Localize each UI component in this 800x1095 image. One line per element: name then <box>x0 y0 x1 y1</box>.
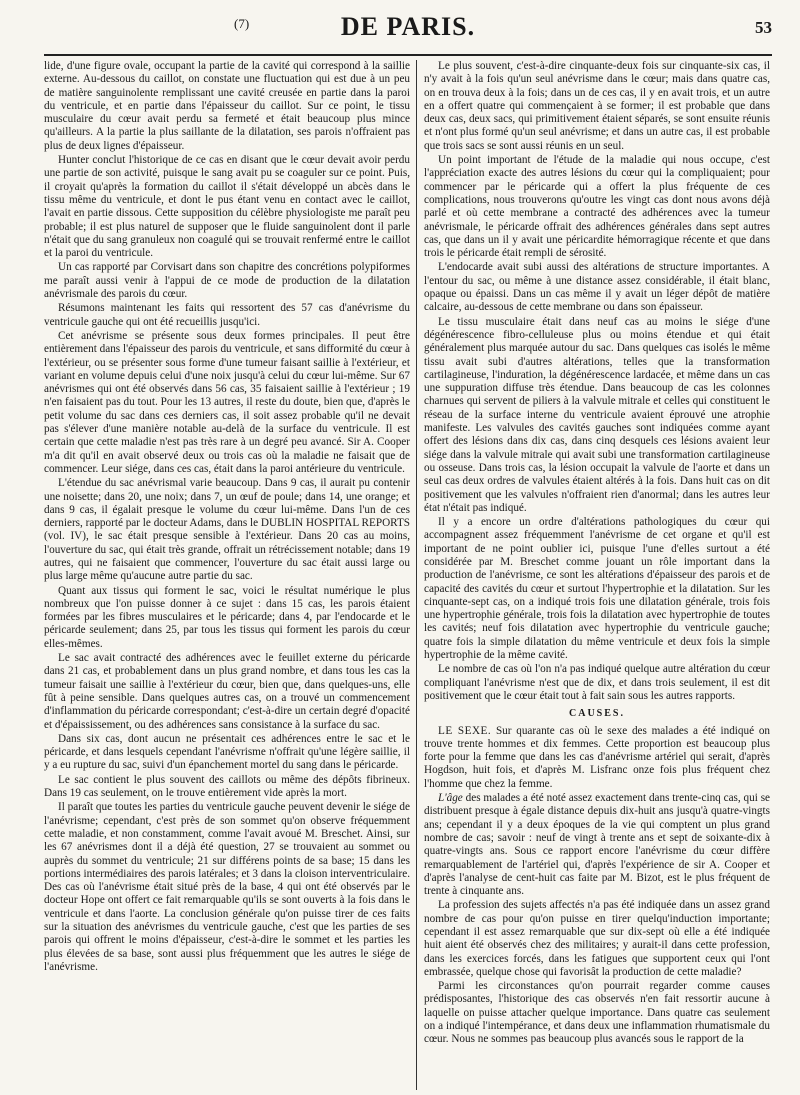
section-heading-causes: CAUSES. <box>569 708 625 720</box>
paragraph: Quant aux tissus qui forment le sac, voici le résultat numérique le plus nombreux que l'on puisse donner à ce sujet : dans 15 cas, les parois étaient formées par les fibres musculaires et le péricarde; dans 4, par l'endocarde et le péricarde seulement; dans 25, par tous les tissus qui forment les parois du cœur elles-mêmes. <box>44 584 410 650</box>
masthead-title: DE PARIS. <box>340 12 476 41</box>
header-rule <box>44 54 772 56</box>
left-column <box>44 60 410 1090</box>
paragraph-body: des malades a été noté assez exactement dans trente-cinq cas, qui se distribuent presque à égale distance depuis dix-huit ans jusqu'à quatre-vingts ans; cependant il y a deux époques de la vie qui comptent un plus grand nombre de cas; savoir : neuf de vingt à trente ans et sept de soixante-dix à quatre-vingts ans. Sous ce rapport encore l'anévrisme du cœur diffère remarquablement de l'artériel qui, d'après l'expérience de sir A. Cooper et d'après l'analyse de cent-huit cas faite par M. Bizot, est le plus fréquent de trente à cinquante ans. <box>424 792 770 898</box>
paragraph: Un cas rapporté par Corvisart dans son chapitre des concrétions polypiformes me paraît aussi venir à l'appui de ce mode de production de la dilatation anévrismale des parois du cœur. <box>44 261 410 301</box>
paragraph-sexe <box>424 725 770 791</box>
paragraph: Le tissu musculaire était dans neuf cas au moins le siége d'une dégénérescence fibro-celluleuse plus ou moins étendue et qui était généralement plus marquée autour du sac. Dans quelques cas isolés le même tissu avait subi d'autres altérations, telles que la transformation cartilagineuse, l'induration, la dégénérescence lardacée, et même dans un cas une suppuration diffuse très étendue. Dans beaucoup de cas les colonnes charnues qui servent de piliers à la valvule mitrale et celles qui constituent le réseau de la surface interne du ventricule avaient éprouvé une atrophie manifeste. Les valvules des cavités gauches sont indiquées comme ayant offert des lésions dans dix cas, dans cinq desquels ces lésions avaient leur siége dans la valvule mitrale qui avait subi une transformation cartilagineuse ou osseuse. Dans trois cas, la lésion occupait la valvule de l'aorte et dans un seul cas deux ordres de valvules étaient altérés à la fois. Dans huit cas on dit positivement que les valvules n'offraient rien d'anormal; dans les autres leur état n'était pas indiqué. <box>424 315 770 514</box>
paragraph: L'étendue du sac anévrismal varie beaucoup. Dans 9 cas, il aurait pu contenir une noisette; dans 20, une noix; dans 7, un œuf de poule; dans 14, une orange; et dans 9 cas, il égalait presque le volume du cœur lui-même. Dans l'un de ces derniers, rapporté par le docteur Adams, dans le DUBLIN HOSPITAL REPORTS (vol. IV), le sac était presque sensible à l'extérieur. Dans 20 cas au moins, l'ouverture du sac, qui était très grande, offrait un rétrécissement notable; dans 19 autres, qui ne faisaient que commencer, l'ouverture du sac était aussi large ou plus large même qu'aucune autre partie du sac. <box>44 477 410 583</box>
paragraph: Il y a encore un ordre d'altérations pathologiques du cœur qui accompagnent assez fréquemment l'anévrisme de cet organe et qu'il est important de ne point oublier ici, puisque l'une d'elles surtout a été considérée par M. Breschet comme jouant un rôle important dans la production de l'anévrisme, ce sont les altérations d'épaisseur des parois et de capacité des cavités du cœur et surtout l'hypertrophie et la dilatation. Sur les cinquante-sept cas, on a indiqué trois fois une dilatation générale, trois fois une hypertrophie générale, trois fois la dilatation avec hypertrophie de toutes les cavités; neuf fois dilatation avec hypertrophie du ventricule gauche; quatre fois la simple dilatation du même ventricule et deux fois la simple hypertrophie de la même cavité. <box>424 516 770 662</box>
paragraph: Parmi les circonstances qu'on pourrait regarder comme causes prédisposantes, l'historique des cas observés n'en fait ressortir aucune à laquelle on puisse attacher quelque importance. Dans quatre cas seulement on a indiqué l'intempérance, et dans deux une inflammation rhumatismale du cœur. Nous ne sommes pas beaucoup plus avancés sous le rapport de la <box>424 980 770 1046</box>
paragraph: Dans six cas, dont aucun ne présentait ces adhérences entre le sac et le péricarde, et dans lesquels cependant l'anévrisme n'offrait qu'une légère saillie, il y a eu rupture du sac, suivi d'un épanchement mortel du sang dans le péricarde. <box>44 732 410 772</box>
paragraph-lead: L'âge <box>438 792 463 805</box>
margin-mark: (7) <box>234 16 250 31</box>
paragraph-age <box>424 792 770 898</box>
paragraph: Le plus souvent, c'est-à-dire cinquante-deux fois sur cinquante-six cas, il n'y avait à la fois qu'un seul anévrisme dans le cœur; mais dans quatre cas, on en trouva deux à la fois; dans un de ces cas, il y en avait trois, et un autre en a offert quatre qui commençaient à se former; il est probable que dans deux cas, deux sacs, qui primitivement étaient séparés, se sont ensuite réunis et n'ont plus formé qu'un seul anévrisme; et dans un autre cas, il est probable que trois sacs se sont aussi réunis en un seul. <box>424 60 770 152</box>
paragraph: La profession des sujets affectés n'a pas été indiquée dans un assez grand nombre de cas pour qu'on puisse en tirer quelqu'induction importante; cependant il est assez remarquable que sur dix-sept où elle a été indiquée huit aient été observés chez des militaires; y aurait-il dans cette profession, dans les exercices forcés, dans les fatigues que supportent ceux qui l'ont embrassée, quelque chose qui favorisât la production de cette maladie? <box>424 899 770 978</box>
page-header <box>44 12 772 52</box>
paragraph: lide, d'une figure ovale, occupant la partie de la cavité qui correspond à la saillie externe. Au-dessous du caillot, on constate une fluctuation qui est due à un peu de matière sanguinolente remplissant une cavité creusée en partie dans la paroi du ventricule, et en partie dans l'épaisseur du caillot. Sur ce point, le tissu musculaire du cœur avait perdu sa fermeté et était beaucoup plus mince qu'ailleurs. A la partie la plus saillante de la dilatation, ses parois n'offraient pas plus de deux lignes d'épaisseur. <box>44 60 410 152</box>
paragraph: Cet anévrisme se présente sous deux formes principales. Il peut être entièrement dans l'épaisseur des parois du ventricule, et sans difformité du cœur à l'extérieur, ou se présenter sous forme d'une tumeur faisant saillie à l'extérieur, et variant en volume depuis celui d'une noix jusqu'à celui du cœur lui-même. Sur 67 anévrismes qui ont été observés dans 56 cas, 35 faisaient saillie à l'extérieur ; 19 n'en faisaient pas du tout. Pour les 13 autres, il reste du doute, bien que, d'après le petit volume du sac dans ces derniers cas, il soit assez probable qu'il ne devait pas s'élever d'une manière notable au-delà de la surface du ventricule. Il est certain que cette maladie n'est pas très rare à un degré peu avancé. Sir A. Cooper m'a dit qu'il en avait observé deux ou trois cas où la maladie ne faisait que de commencer. Leur siége, dans ces cas, était dans la paroi antérieure du ventricule. <box>44 329 410 475</box>
paragraph: Il paraît que toutes les parties du ventricule gauche peuvent devenir le siége de l'anévrisme; cependant, c'est près de son sommet qu'on observe fréquemment cette maladie, et non constamment, comme l'avait avoué M. Breschet. Ainsi, sur les 67 anévrismes dont il a déjà été question, 27 se trouvaient au sommet ou auprès du sommet du ventricule; 21 sur différens points de sa base; 15 dans les portions intermédiaires des parois latérales; et 3 dans la cloison interventriculaire. Des cas où l'anévrisme était situé près de la base, 4 qui ont été observés par le docteur Hope ont offert ce fait remarquable qu'ils se sont ouverts à la fois dans le ventricule et dans l'aorte. La conclusion générale qu'on puisse tirer de ces faits sur la situation des anévrismes du ventricule gauche, c'est que les parties de ses parois qui offrent le moins d'épaisseur, c'est-à-dire le sommet et les parties les plus élevées de sa base, sont aussi plus fréquemment que les autres le siége de l'anévrisme. <box>44 801 410 973</box>
right-column <box>424 60 770 1090</box>
page-number: 53 <box>755 18 772 37</box>
paragraph-body: Sur quarante cas où le sexe des malades a été indiqué on trouve trente hommes et dix femmes. Cette proportion est beaucoup plus forte pour la femme que dans les cas d'anévrisme artériel qui serait, d'après Hogdson, huit fois, et d'après M. Lisfranc onze fois plus fréquent chez l'homme que chez la femme. <box>424 724 770 790</box>
paragraph: Le sac avait contracté des adhérences avec le feuillet externe du péricarde dans 21 cas, et probablement dans un plus grand nombre, et dans tous les cas la tumeur faisait une saillie à l'extérieur du cœur, bien que, dans quelques-uns, elle fût à peine sensible. Dans quelques autres cas, on a trouvé un commencement d'inflammation du péricarde correspondant; c'est-à-dire un certain degré d'opacité et d'épaississement, ou des adhérences sans consistance à la surface du sac. <box>44 652 410 731</box>
paragraph: Résumons maintenant les faits qui ressortent des 57 cas d'anévrisme du ventricule gauche qui ont été recueillis jusqu'ici. <box>44 302 410 328</box>
paragraph: Hunter conclut l'historique de ce cas en disant que le cœur devait avoir perdu une partie de son activité, puisque le sang avait pu se coaguler sur ce point. Puis, il croyait qu'après la formation du caillot il s'était développé un abcès dans le tissu même du ventricule, et dont le pus étant venu en contact avec le caillot, l'avait en partie dissous. Cette supposition du célèbre physiologiste me paraît peu probable; il est plus naturel de supposer que le fluide sanguinolent dont il parle n'était que du sang granuleux non coagulé qui se trouvait renfermé entre le caillot et la paroi du ventricule. <box>44 154 410 260</box>
paragraph-lead: LE SEXE. <box>438 724 492 737</box>
paragraph: Le sac contient le plus souvent des caillots ou même des dépôts fibrineux. Dans 19 cas seulement, on le trouve entièrement vide après la mort. <box>44 773 410 800</box>
column-divider <box>416 60 417 1090</box>
paragraph: Un point important de l'étude de la maladie qui nous occupe, c'est l'appréciation exacte des autres lésions du cœur qui la compliquaient; pour commencer par le péricarde qui a offert la plus fréquente de ces complications, nous trouverons qu'outre les vingt cas dont nous avons déjà parlé et où cette membrane a contracté des adhérences avec la tumeur anévrismale, le péricarde offrait des adhérences générales dans sept autres cas, que dans un il y avait une péricardite hémorragique récente et que dans trois le péricarde était rempli de sérosité. <box>424 154 770 260</box>
paragraph: L'endocarde avait subi aussi des altérations de structure importantes. A l'entour du sac, ou même à une distance assez considérable, il était blanc, opaque ou épaissi. Dans un cas même il y avait un léger dépôt de matière calcaire, au-dessous de cette membrane ou dans son épaisseur. <box>424 261 770 314</box>
paragraph: Le nombre de cas où l'on n'a pas indiqué quelque autre altération du cœur compliquant l'anévrisme n'est que de dix, et dans trois seulement, il est dit positivement que le cœur était tout à fait sain sous les autres rapports. <box>424 663 770 702</box>
